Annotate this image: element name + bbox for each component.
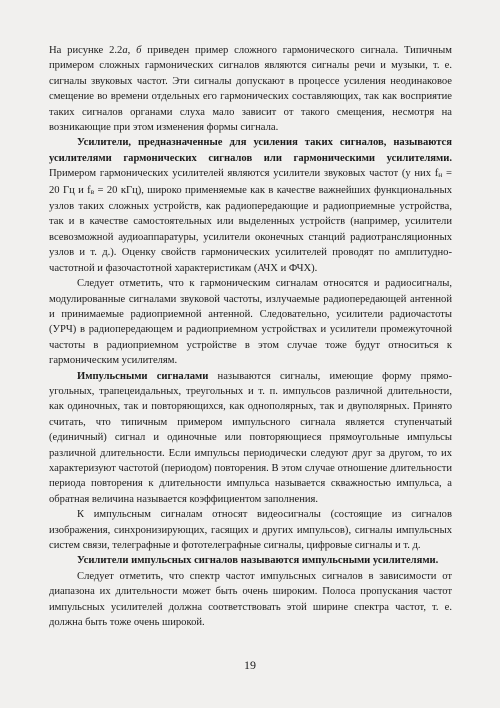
text-run: называются сигналы, имеющие форму прямоугольных, трапецеидальных, треугольных и т. п. импульсов различной длительности, как одиночных, так и повторяющихся, как однополярных, так и двуполярных. Принято считать, что типичным примером импульсного сигнала является ступенчатый (единичный) сигнал и одиночные или повторяющиеся прямоугольные импульсы различной длительности. Если импульсы периодически следуют друг за другом, то их характеризуют частотой (периодом) повторения. В этом случае отношение длительности периода повторения к длительности импульса называется скважностью импульса, а обратная величина называется коэффициентом заполнения. [49, 370, 452, 505]
text-run: Примером гармонических усилителей являются усилители звуковых частот (у них f [49, 168, 439, 180]
paragraph-4 [49, 369, 452, 508]
figure-letter-a: а [122, 45, 128, 56]
text-run: На рисунке 2.2 [49, 45, 123, 56]
text-run: = 20 Гц и f [49, 168, 452, 196]
text-run: приведен пример сложного гармонического сигнала. Типичным примером сложных гармонических сигналов являются сигналы речи и музыки, т. е. сигналы звуковых частот. Эти сигналы допускают в процессе усиления неодинаковое смещение во времени отдельных его гармонических составляющих, так как восприятие таких сигналов органами слуха мало зависит от такого смещения, несмотря на возникающие при этом изменения формы сигнала. [49, 45, 453, 134]
text-run: = 20 кГц), широко применяемые как в качестве важнейших функциональных узлов таких сложных устройств, как радиопередающие и радиоприемные устройства, так и в качестве самостоятельных или выделенных устройств (например, усилители всевозможной аудиоаппаратуры, усилители оконечных станций радиотрансляционных узлов и т. д.). Оценку свойств гармонических усилителей проводят по амплитудно-частотной и фазочастотной характеристикам (АЧХ и ФЧХ). [49, 184, 452, 274]
text-run: , [127, 45, 137, 56]
text-run: Следует отметить, что спектр частот импульсных сигналов в зависимости от диапазона их длительности может быть очень широким. Полоса пропускания частот импульсных усилителей должна соответствовать этой ширине спектра частот, т. е. должна быть тоже очень широкой. [49, 570, 452, 629]
definition-harmonic-amplifiers: Усилители, предназначенные для усиления таких сигналов, называются усилителями гармонических сигналов или гармоническими усилителями. [49, 137, 452, 164]
subscript-v: в [90, 186, 95, 196]
subscript-n: н [438, 170, 443, 180]
paragraph-3 [49, 276, 452, 368]
paragraph-6 [49, 553, 452, 568]
paragraph-1 [49, 43, 452, 135]
page-number: 19 [244, 658, 256, 672]
paragraph-5 [49, 507, 452, 553]
text-run: Следует отметить, что к гармоническим сигналам относятся и радиосигналы, модулированные сигналами звуковой частоты, излучаемые радиопередающей антенной и принимаемые радиоприемной антенной. Следовательно, усилители радиочастоты (УРЧ) в радиопередающем и радиоприемном устройствах и усилители промежуточной частоты в радиоприемном устройстве в этом случае тоже будут относиться к гармоническим усилителям. [49, 278, 452, 367]
term-pulse-signals: Импульсными сигналами [77, 370, 209, 382]
definition-pulse-amplifiers: Усилители импульсных сигналов называются импульсными усилителями. [77, 555, 439, 567]
figure-letter-b: б [136, 45, 142, 56]
body-text [49, 43, 452, 630]
paragraph-7 [49, 569, 452, 631]
paragraph-2 [49, 135, 452, 276]
text-run: К импульсным сигналам относят видеосигналы (состоящие из сигналов изображения, синхронизирующих, гасящих и других импульсов), сигналы импульсных систем связи, телеграфные и фототелеграфные сигналы, цифровые сигналы и т. д. [49, 509, 452, 551]
